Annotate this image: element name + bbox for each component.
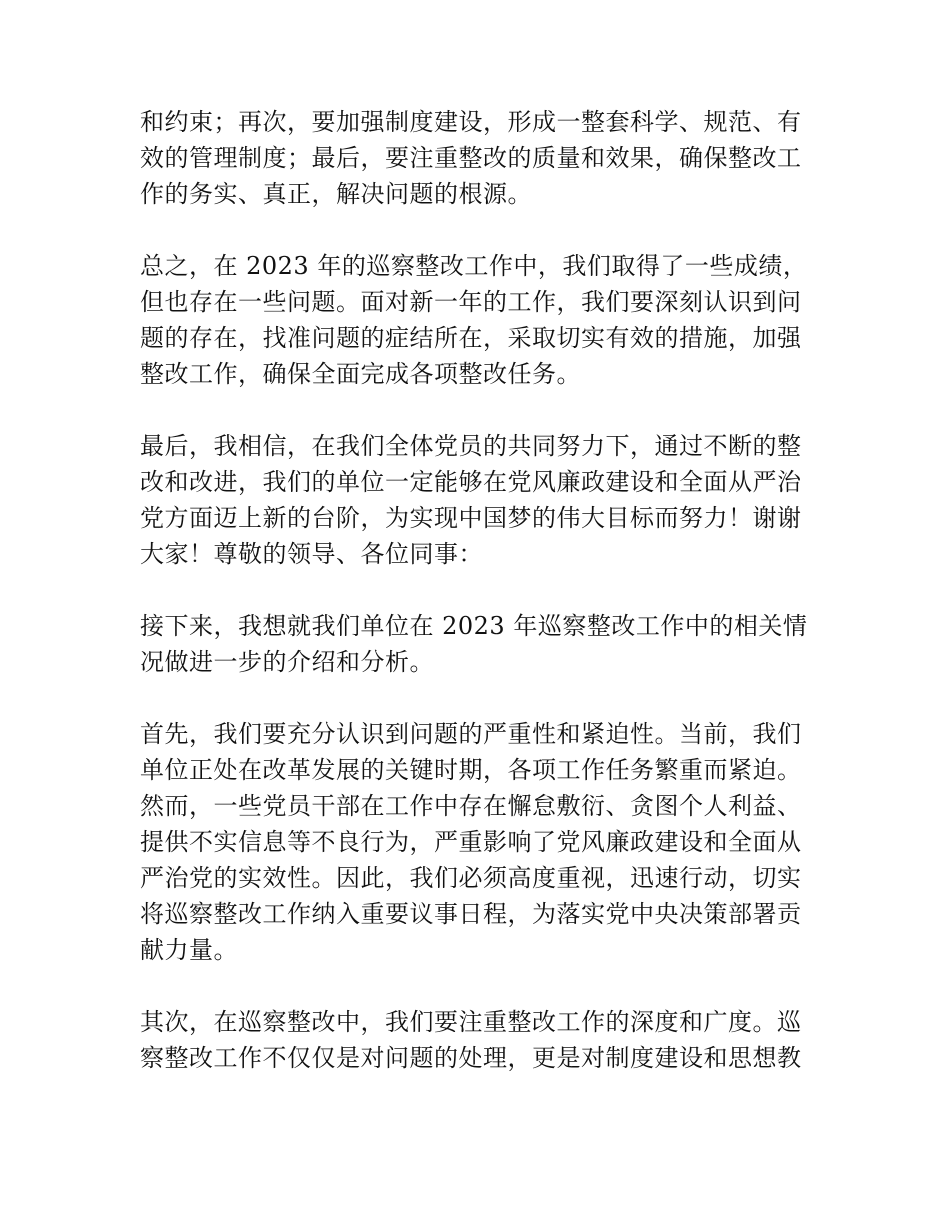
document-body — [140, 104, 816, 1112]
text-line: 将巡察整改工作纳入重要议事日程，为落实党中央决策部署贡 — [140, 900, 802, 928]
paragraph — [140, 1004, 816, 1076]
paragraph — [140, 248, 816, 392]
text-line: 党方面迈上新的台阶，为实现中国梦的伟大目标而努力！谢谢 — [140, 504, 802, 532]
text-line: 然而，一些党员干部在工作中存在懈怠敷衍、贪图个人利益、 — [140, 792, 802, 820]
text-line: 察整改工作不仅仅是对问题的处理，更是对制度建设和思想教 — [140, 1044, 802, 1072]
text-line: 作的务实、真正，解决问题的根源。 — [140, 180, 532, 208]
text-line: 题的存在，找准问题的症结所在，采取切实有效的措施，加强 — [140, 324, 802, 352]
text-line: 严治党的实效性。因此，我们必须高度重视，迅速行动，切实 — [140, 864, 802, 892]
text-line: 效的管理制度；最后，要注重整改的质量和效果，确保整改工 — [140, 144, 802, 172]
paragraph — [140, 716, 816, 968]
text-line: 提供不实信息等不良行为，严重影响了党风廉政建设和全面从 — [140, 828, 802, 856]
text-line: 但也存在一些问题。面对新一年的工作，我们要深刻认识到问 — [140, 288, 802, 316]
text-line: 献力量。 — [140, 936, 238, 964]
text-line: 总之，在 2023 年的巡察整改工作中，我们取得了一些成绩， — [140, 252, 808, 280]
text-line: 和约束；再次，要加强制度建设，形成一整套科学、规范、有 — [140, 108, 802, 136]
paragraph — [140, 608, 816, 680]
text-line: 大家！尊敬的领导、各位同事： — [140, 540, 483, 568]
text-line: 首先，我们要充分认识到问题的严重性和紧迫性。当前，我们 — [140, 720, 802, 748]
text-line: 接下来，我想就我们单位在 2023 年巡察整改工作中的相关情 — [140, 612, 808, 640]
text-line: 改和改进，我们的单位一定能够在党风廉政建设和全面从严治 — [140, 468, 802, 496]
text-line: 整改工作，确保全面完成各项整改任务。 — [140, 360, 581, 388]
paragraph — [140, 104, 816, 212]
text-line: 最后，我相信，在我们全体党员的共同努力下，通过不断的整 — [140, 432, 802, 460]
text-line: 况做进一步的介绍和分析。 — [140, 648, 434, 676]
text-line: 单位正处在改革发展的关键时期，各项工作任务繁重而紧迫。 — [140, 756, 802, 784]
paragraph — [140, 428, 816, 572]
text-line: 其次，在巡察整改中，我们要注重整改工作的深度和广度。巡 — [140, 1008, 802, 1036]
